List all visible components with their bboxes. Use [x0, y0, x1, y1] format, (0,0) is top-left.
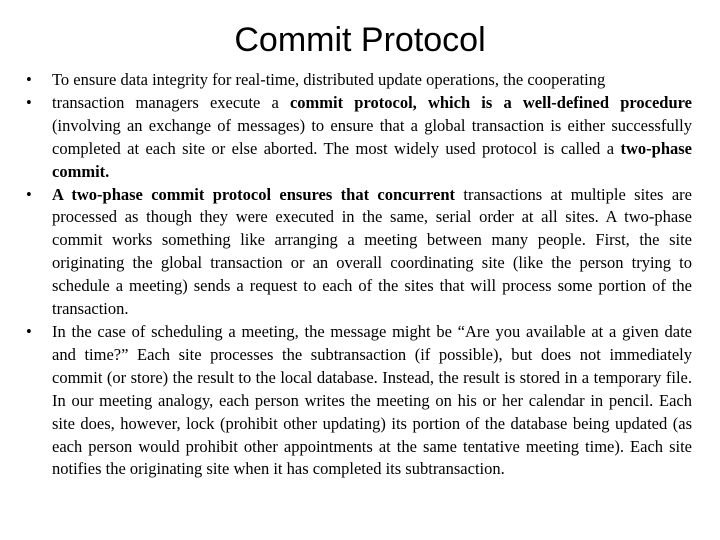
bullet-icon: •	[26, 92, 32, 112]
bullet-text-3	[52, 184, 692, 321]
bullet-icon: •	[26, 184, 32, 204]
bullet-3-text-a: transactions at multiple sites are processed as though they were executed in the same, serial order at all sites. A two-phase commit works something like arranging a meeting between many people. First, the site originating the global transaction or an overall coordinating site (like the person trying to schedule a meeting) sends a request to each of the sites that will process some portion of the transaction.	[52, 184, 692, 319]
bullet-text-4: In the case of scheduling a meeting, the message might be “Are you available at a given date and time?” Each site processes the subtransaction (if possible), but does not immediately commit (or store) the result to the local database. Instead, the result is stored in a temporary file. In our meeting analogy, each person writes the meeting on his or her calendar in pencil. Each site does, however, lock (prohibit other updating) its portion of the database being updated (as each person would prohibit other appointments at the same tentative meeting time). Each site notifies the originating site when it has completed its subtransaction.	[52, 321, 692, 479]
bullet-item-1	[26, 69, 692, 92]
slide-title: Commit Protocol	[234, 21, 486, 59]
bullet-2-text-b: (involving an exchange of messages) to ensure that a global transaction is either successfully completed at each site or else aborted. The most widely used protocol is called a	[52, 115, 692, 158]
bullet-item-3	[26, 184, 692, 321]
bullet-item-2	[26, 92, 692, 184]
bullet-3-bold-a: A two-phase commit protocol ensures that concurrent	[52, 184, 456, 204]
bullet-2-bold-a: commit protocol, which is a well-defined procedure	[289, 92, 692, 112]
bullet-text-2	[52, 92, 692, 184]
bullet-list	[26, 69, 692, 481]
bullet-icon: •	[26, 70, 32, 89]
bullet-text-1: To ensure data integrity for real-time, distributed update operations, the cooperating	[52, 70, 606, 89]
bullet-icon: •	[26, 321, 32, 341]
bullet-item-4	[26, 321, 692, 481]
bullet-2-bold-b: two-phase commit.	[52, 138, 692, 181]
bullet-2-text-a: transaction managers execute a	[52, 92, 290, 112]
